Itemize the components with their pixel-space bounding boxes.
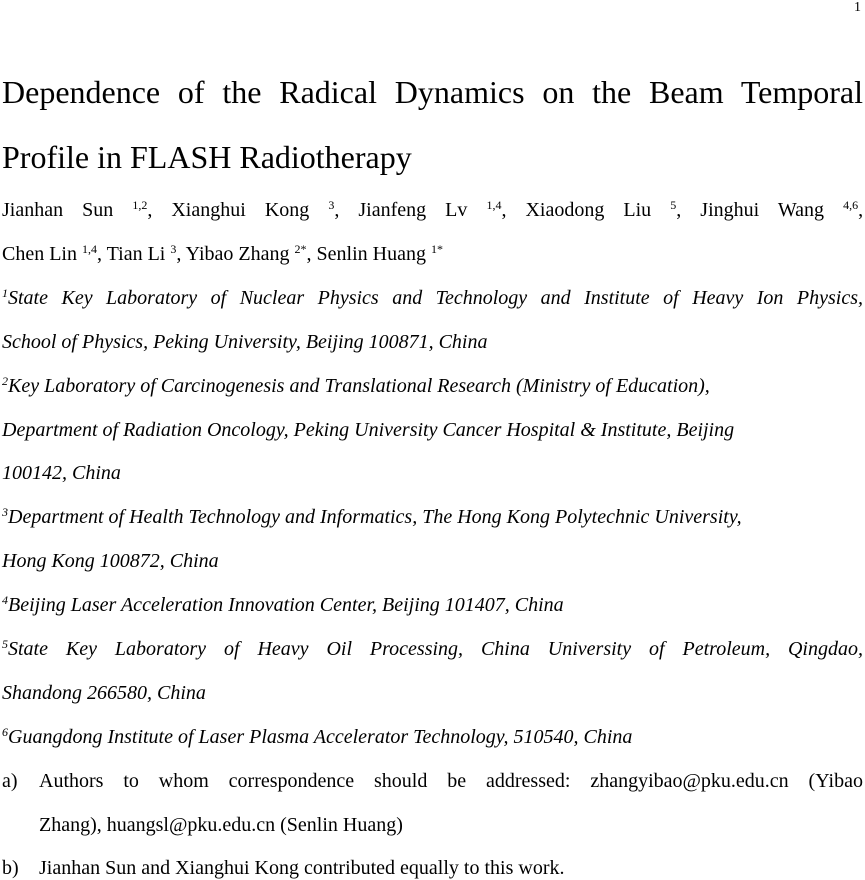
author-name: Senlin Huang bbox=[316, 243, 426, 265]
affiliation-text: State Key Laboratory of Heavy Oil Processing, China University of Petroleum, Qingdao, bbox=[8, 638, 863, 660]
author-line-1: Jianhan Sun $^{1,2}$, Xianghui Kong $^3$, Jianfeng Lv $^{1,4}$, Xiaodong Liu $^5$, Jinghui Wang $^{4,6}$, bbox=[2, 198, 864, 221]
footnote-line: Jianhan Sun and Xianghui Kong contributed equally to this work. bbox=[39, 857, 565, 879]
affiliation-text: Department of Health Technology and Informatics, The Hong Kong Polytechnic University, bbox=[8, 506, 742, 528]
affiliation-number: 1 bbox=[2, 286, 8, 300]
affiliation-line bbox=[2, 287, 863, 309]
author-name: Chen Lin bbox=[2, 243, 77, 265]
author-name: Jinghui Wang bbox=[700, 199, 825, 221]
footnote-marker: b) bbox=[2, 857, 19, 879]
affiliation-text: Guangdong Institute of Laser Plasma Accelerator Technology, 510540, China bbox=[8, 726, 633, 748]
author-name: Xiaodong Liu bbox=[525, 199, 652, 221]
affiliation-line bbox=[2, 594, 863, 616]
footnote-marker: a) bbox=[2, 770, 18, 792]
author-affiliation-sup: 4,6 bbox=[843, 198, 859, 212]
affiliation-line bbox=[2, 375, 863, 397]
affiliation-number: 3 bbox=[2, 505, 8, 519]
affiliation-number: 2 bbox=[2, 374, 8, 388]
author-line-2: Chen Lin $^{1,4}$, Tian Li $^3$, Yibao Zhang $^{2*}$, Senlin Huang $^{1*}$ bbox=[2, 242, 443, 265]
title-line-2: Profile in FLASH Radiotherapy bbox=[2, 139, 412, 175]
page-number: 1 bbox=[854, 0, 861, 15]
affiliation-line bbox=[2, 726, 863, 748]
title-line-1: Dependence of the Radical Dynamics on the Beam Temporal bbox=[2, 74, 863, 110]
author-affiliation-sup: 1,2 bbox=[132, 198, 148, 212]
author-name: Jianfeng Lv bbox=[358, 199, 468, 221]
footnote-line: Zhang), huangsl@pku.edu.cn (Senlin Huang) bbox=[39, 814, 403, 836]
affiliation-number: 6 bbox=[2, 725, 8, 739]
affiliation-line: School of Physics, Peking University, Beijing 100871, China bbox=[2, 331, 488, 353]
author-affiliation-sup: 5 bbox=[670, 198, 677, 212]
author-affiliation-sup: 3 bbox=[170, 242, 177, 256]
affiliation-text: Key Laboratory of Carcinogenesis and Translational Research (Ministry of Education), bbox=[8, 375, 710, 397]
affiliation-text: Beijing Laser Acceleration Innovation Center, Beijing 101407, China bbox=[8, 594, 564, 616]
author-affiliation-sup: 2* bbox=[294, 242, 307, 256]
affiliation-line: Hong Kong 100872, China bbox=[2, 550, 219, 572]
author-name: Yibao Zhang bbox=[185, 243, 290, 265]
author-affiliation-sup: 1* bbox=[430, 242, 443, 256]
affiliation-line: Department of Radiation Oncology, Peking University Cancer Hospital & Institute, Beijing bbox=[2, 419, 735, 441]
author-name: Jianhan Sun bbox=[2, 199, 114, 221]
affiliation-text: State Key Laboratory of Nuclear Physics and Technology and Institute of Heavy Ion Physics, bbox=[8, 287, 863, 309]
author-name: Tian Li bbox=[106, 243, 166, 265]
affiliation-line: Shandong 266580, China bbox=[2, 682, 206, 704]
author-affiliation-sup: 3 bbox=[328, 198, 335, 212]
affiliation-number: 5 bbox=[2, 637, 8, 651]
footnote-line: Authors to whom correspondence should be addressed: zhangyibao@pku.edu.cn (Yibao bbox=[39, 770, 863, 792]
affiliation-number: 4 bbox=[2, 593, 8, 607]
author-affiliation-sup: 1,4 bbox=[486, 198, 502, 212]
author-affiliation-sup: 1,4 bbox=[82, 242, 97, 256]
author-name: Xianghui Kong bbox=[171, 199, 310, 221]
affiliation-line: 100142, China bbox=[2, 462, 121, 484]
affiliation-line bbox=[2, 638, 863, 660]
affiliation-line bbox=[2, 506, 863, 528]
